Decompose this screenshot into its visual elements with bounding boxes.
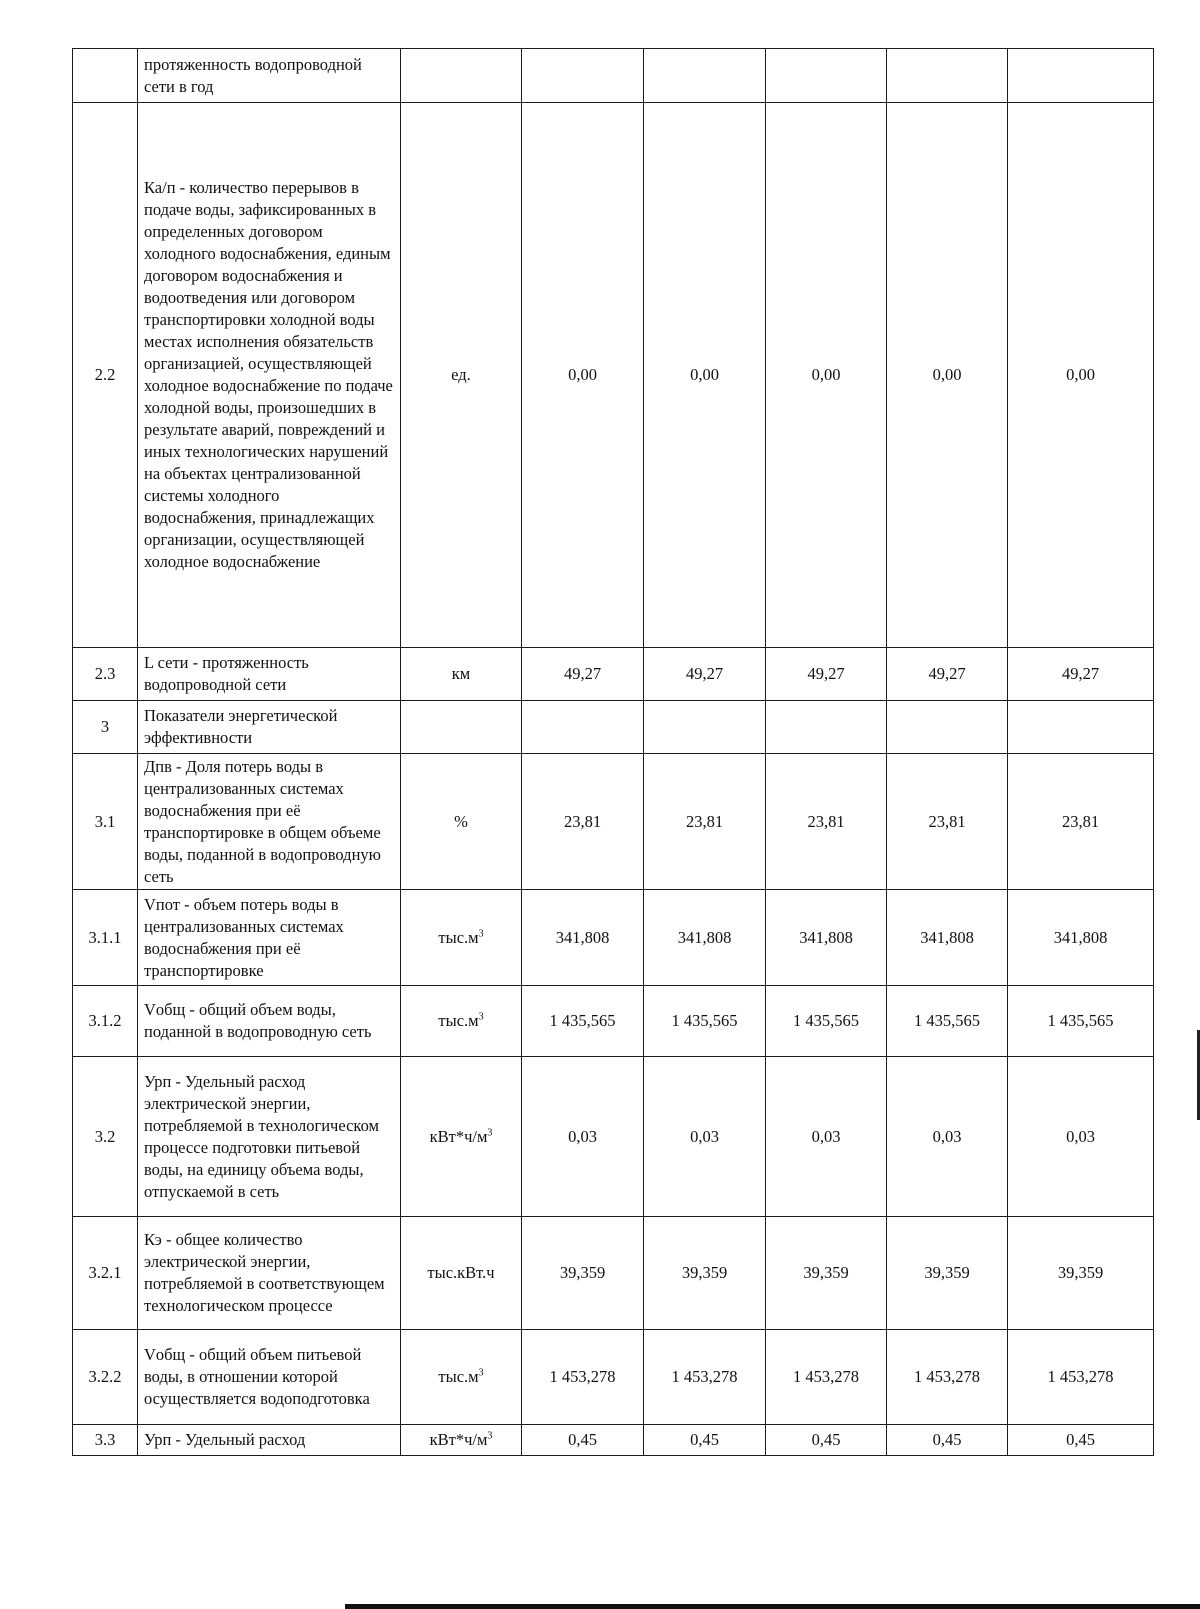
value-cell: 49,27 bbox=[522, 648, 644, 701]
unit-text: ед. bbox=[451, 365, 471, 384]
value-cell: 1 435,565 bbox=[766, 986, 887, 1057]
indicator-description-cell: Vобщ - общий объем питьевой воды, в отношении которой осуществляется водоподготовка bbox=[138, 1330, 401, 1425]
indicator-description-cell: Vпот - объем потерь воды в централизованных системах водоснабжения при её транспортировке bbox=[138, 890, 401, 986]
value-cell: 0,00 bbox=[766, 103, 887, 648]
value-cell: 23,81 bbox=[522, 754, 644, 890]
value-cell: 0,45 bbox=[644, 1425, 766, 1456]
unit-text: кВт*ч/м bbox=[429, 1430, 488, 1449]
unit-text: тыс.кВт.ч bbox=[427, 1263, 495, 1282]
value-cell: 341,808 bbox=[887, 890, 1008, 986]
value-cell: 1 435,565 bbox=[644, 986, 766, 1057]
table-body bbox=[73, 49, 1154, 1456]
value-cell bbox=[766, 49, 887, 103]
indicator-description-cell: Урп - Удельный расход электрической энергии, потребляемой в технологическом процессе подготовки питьевой воды, на единицу объема воды, отпускаемой в сеть bbox=[138, 1057, 401, 1217]
value-cell: 23,81 bbox=[766, 754, 887, 890]
value-cell bbox=[644, 701, 766, 754]
value-cell bbox=[1008, 49, 1154, 103]
unit-superscript: 3 bbox=[478, 928, 484, 939]
table-row bbox=[73, 1057, 1154, 1217]
unit-cell bbox=[401, 1425, 522, 1456]
value-cell: 0,03 bbox=[522, 1057, 644, 1217]
value-cell: 1 435,565 bbox=[1008, 986, 1154, 1057]
indicators-table bbox=[72, 48, 1154, 1456]
indicator-description-cell: протяженность водопроводной сети в год bbox=[138, 49, 401, 103]
value-cell bbox=[766, 701, 887, 754]
row-number-cell: 3.1.2 bbox=[73, 986, 138, 1057]
value-cell: 49,27 bbox=[766, 648, 887, 701]
row-number-cell: 2.3 bbox=[73, 648, 138, 701]
value-cell: 23,81 bbox=[887, 754, 1008, 890]
unit-superscript: 3 bbox=[487, 1430, 493, 1442]
row-number-cell: 3.1.1 bbox=[73, 890, 138, 986]
value-cell: 341,808 bbox=[522, 890, 644, 986]
table-row bbox=[73, 103, 1154, 648]
table-row bbox=[73, 49, 1154, 103]
row-number-cell: 3.2.2 bbox=[73, 1330, 138, 1425]
value-cell: 39,359 bbox=[766, 1217, 887, 1330]
value-cell: 0,00 bbox=[522, 103, 644, 648]
scan-bottom-edge bbox=[345, 1604, 1200, 1609]
value-cell: 1 453,278 bbox=[887, 1330, 1008, 1425]
row-number-cell: 3 bbox=[73, 701, 138, 754]
table-row bbox=[73, 890, 1154, 986]
table-row bbox=[73, 754, 1154, 890]
unit-text: тыс.м bbox=[438, 927, 479, 947]
value-cell: 0,00 bbox=[1008, 103, 1154, 648]
value-cell: 39,359 bbox=[644, 1217, 766, 1330]
unit-cell bbox=[401, 1330, 522, 1425]
row-number-cell bbox=[73, 49, 138, 103]
value-cell: 0,03 bbox=[644, 1057, 766, 1217]
value-cell bbox=[887, 49, 1008, 103]
unit-superscript: 3 bbox=[487, 1127, 493, 1138]
value-cell: 341,808 bbox=[766, 890, 887, 986]
indicator-description-cell: Кэ - общее количество электрической энергии, потребляемой в соответствующем технологическом процессе bbox=[138, 1217, 401, 1330]
unit-cell bbox=[401, 648, 522, 701]
unit-text: тыс.м bbox=[438, 1367, 479, 1386]
value-cell: 1 453,278 bbox=[522, 1330, 644, 1425]
indicator-description-cell: Дпв - Доля потерь воды в централизованных системах водоснабжения при её транспортировке в общем объеме воды, поданной в водопроводную сеть bbox=[138, 754, 401, 890]
value-cell: 0,45 bbox=[522, 1425, 644, 1456]
value-cell: 0,45 bbox=[766, 1425, 887, 1456]
value-cell: 0,00 bbox=[887, 103, 1008, 648]
unit-cell bbox=[401, 49, 522, 103]
table-row bbox=[73, 986, 1154, 1057]
value-cell: 23,81 bbox=[644, 754, 766, 890]
unit-text: тыс.м bbox=[438, 1011, 479, 1030]
unit-cell bbox=[401, 1057, 522, 1217]
table-row bbox=[73, 1330, 1154, 1425]
value-cell bbox=[522, 701, 644, 754]
value-cell: 341,808 bbox=[644, 890, 766, 986]
row-number-cell: 3.2.1 bbox=[73, 1217, 138, 1330]
value-cell: 23,81 bbox=[1008, 754, 1154, 890]
value-cell: 1 435,565 bbox=[887, 986, 1008, 1057]
value-cell: 0,00 bbox=[644, 103, 766, 648]
value-cell: 49,27 bbox=[887, 648, 1008, 701]
value-cell: 39,359 bbox=[1008, 1217, 1154, 1330]
unit-text: км bbox=[451, 664, 471, 683]
indicator-description-cell: Vобщ - общий объем воды, поданной в водопроводную сеть bbox=[138, 986, 401, 1057]
indicator-description-cell: L сети - протяженность водопроводной сети bbox=[138, 648, 401, 701]
value-cell: 1 453,278 bbox=[766, 1330, 887, 1425]
row-number-cell: 2.2 bbox=[73, 103, 138, 648]
unit-superscript: 3 bbox=[478, 1367, 484, 1379]
unit-superscript: 3 bbox=[478, 1011, 484, 1023]
unit-cell bbox=[401, 754, 522, 890]
value-cell bbox=[887, 701, 1008, 754]
row-number-cell: 3.2 bbox=[73, 1057, 138, 1217]
unit-cell bbox=[401, 103, 522, 648]
value-cell: 1 435,565 bbox=[522, 986, 644, 1057]
unit-text: кВт*ч/м bbox=[429, 1126, 488, 1146]
indicator-description-cell: Показатели энергетической эффективности bbox=[138, 701, 401, 754]
unit-cell bbox=[401, 701, 522, 754]
table-row bbox=[73, 1217, 1154, 1330]
value-cell: 341,808 bbox=[1008, 890, 1154, 986]
unit-cell bbox=[401, 890, 522, 986]
value-cell bbox=[1008, 701, 1154, 754]
value-cell: 0,45 bbox=[1008, 1425, 1154, 1456]
table-row bbox=[73, 701, 1154, 754]
value-cell: 39,359 bbox=[522, 1217, 644, 1330]
row-number-cell: 3.3 bbox=[73, 1425, 138, 1456]
value-cell: 1 453,278 bbox=[644, 1330, 766, 1425]
value-cell: 39,359 bbox=[887, 1217, 1008, 1330]
value-cell: 49,27 bbox=[1008, 648, 1154, 701]
value-cell: 0,03 bbox=[1008, 1057, 1154, 1217]
table-row bbox=[73, 648, 1154, 701]
value-cell: 0,45 bbox=[887, 1425, 1008, 1456]
value-cell: 49,27 bbox=[644, 648, 766, 701]
unit-text: % bbox=[454, 811, 468, 831]
table-row bbox=[73, 1425, 1154, 1456]
row-number-cell: 3.1 bbox=[73, 754, 138, 890]
value-cell bbox=[522, 49, 644, 103]
indicator-description-cell: Урп - Удельный расход bbox=[138, 1425, 401, 1456]
value-cell: 0,03 bbox=[887, 1057, 1008, 1217]
indicator-description-cell: Ка/п - количество перерывов в подаче воды, зафиксированных в определенных договором холодного водоснабжения, единым договором водоснабжения и водоотведения или договором транспортировки холодной воды местах исполнения обязательств организацией, осуществляющей холодное водоснабжение по подаче холодной воды, произошедших в результате аварий, повреждений и иных технологических нарушений на объектах централизованной системы холодного водоснабжения, принадлежащих организации, осуществляющей холодное водоснабжение bbox=[138, 103, 401, 648]
unit-cell bbox=[401, 986, 522, 1057]
value-cell bbox=[644, 49, 766, 103]
value-cell: 1 453,278 bbox=[1008, 1330, 1154, 1425]
unit-cell bbox=[401, 1217, 522, 1330]
value-cell: 0,03 bbox=[766, 1057, 887, 1217]
